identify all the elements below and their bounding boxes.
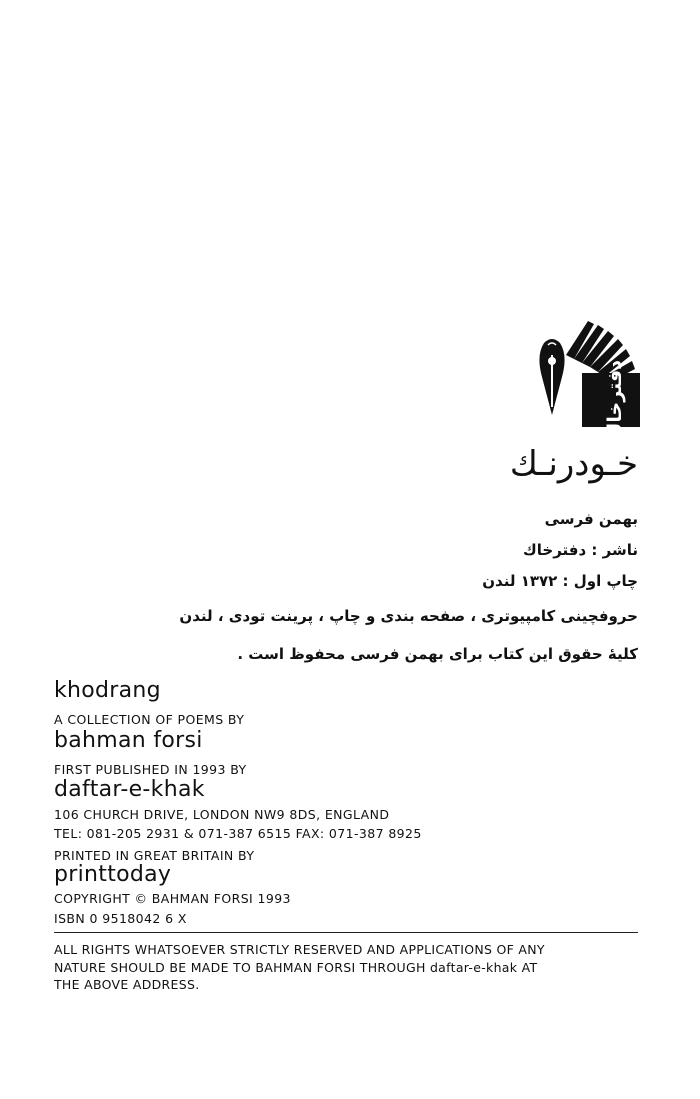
persian-title: خـودرنـك (509, 444, 638, 484)
printer-name: printtoday (54, 862, 172, 887)
rights-notice (54, 941, 654, 994)
notice-line-3: THE ABOVE ADDRESS. (54, 977, 200, 992)
publisher-address: 106 CHURCH DRIVE, LONDON NW9 8DS, ENGLAND (54, 807, 390, 822)
english-author: bahman forsi (54, 728, 203, 753)
persian-publisher: ناشر : دفترخاك (523, 541, 638, 559)
pen-nib-logo-icon (538, 315, 640, 427)
persian-typesetting: حروفچینی کامپیوتری ، صفحه بندی و چاپ ، پرینت تودی ، لندن (179, 607, 638, 625)
notice-line-1: ALL RIGHTS WHATSOEVER STRICTLY RESERVED AND APPLICATIONS OF ANY (54, 942, 545, 957)
collection-label: A COLLECTION OF POEMS BY (54, 712, 245, 727)
persian-rights: کلیهٔ حقوق این کتاب برای بهمن فرسی محفوظ است . (237, 645, 638, 663)
publisher-logo (538, 315, 640, 427)
copyright-line: COPYRIGHT © BAHMAN FORSI 1993 (54, 891, 291, 906)
notice-line-2: NATURE SHOULD BE MADE TO BAHMAN FORSI THROUGH daftar-e-khak AT (54, 959, 538, 975)
printed-label: PRINTED IN GREAT BRITAIN BY (54, 848, 255, 863)
english-title: khodrang (54, 678, 161, 703)
isbn-line: ISBN 0 9518042 6 X (54, 911, 187, 926)
first-published-label: FIRST PUBLISHED IN 1993 BY (54, 762, 247, 777)
logo-text: دفترخاك (604, 359, 626, 427)
divider (54, 932, 638, 933)
english-publisher: daftar-e-khak (54, 777, 205, 802)
publisher-contact: TEL: 081-205 2931 & 071-387 6515 FAX: 071-387 8925 (54, 826, 422, 841)
persian-author: بهمن فرسی (544, 510, 638, 528)
persian-edition: چاپ اول : ١٣٧٢ لندن (482, 572, 638, 590)
